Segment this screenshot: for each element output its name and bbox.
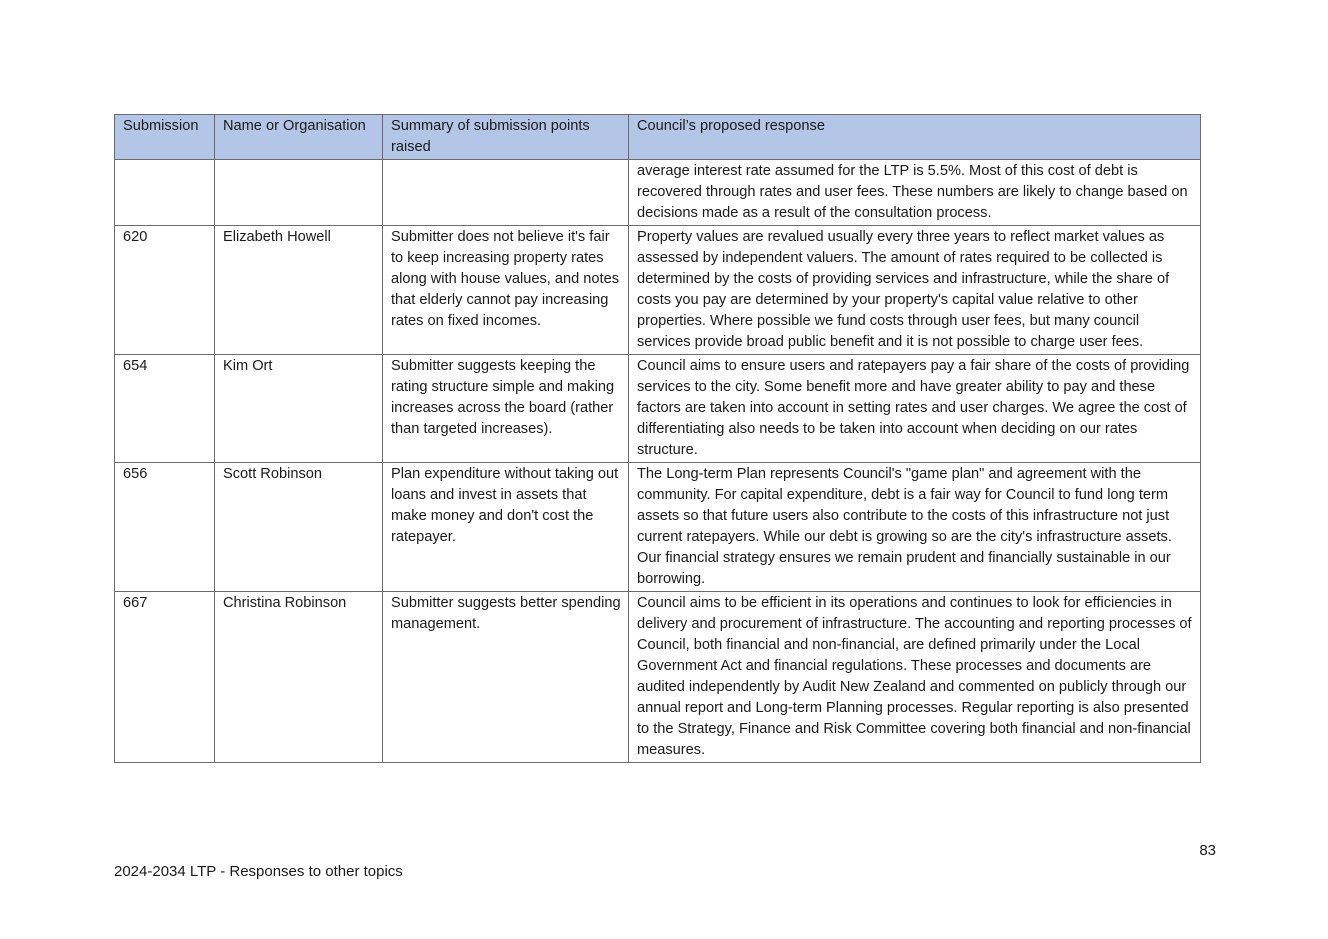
cell-submission: 667 — [115, 592, 215, 763]
cell-name — [215, 160, 383, 226]
table-header-row — [115, 115, 1201, 160]
header-name-or-organisation: Name or Organisation — [215, 115, 383, 160]
cell-summary: Submitter does not believe it's fair to keep increasing property rates along with house values, and notes that elderly cannot pay increasing rates on fixed incomes. — [383, 226, 629, 355]
header-council-response: Council’s proposed response — [629, 115, 1201, 160]
footer-document-title: 2024-2034 LTP - Responses to other topics — [114, 863, 403, 880]
header-submission: Submission — [115, 115, 215, 160]
cell-summary — [383, 160, 629, 226]
table-row — [115, 226, 1201, 355]
page-number: 83 — [1199, 842, 1216, 859]
header-summary: Summary of submission points raised — [383, 115, 629, 160]
table-row — [115, 160, 1201, 226]
cell-response: Property values are revalued usually every three years to reflect market values as assessed by independent valuers. The amount of rates required to be collected is determined by the costs of providing services and infrastructure, while the share of costs you pay are determined by your property's capital value relative to other properties. Where possible we fund costs through user fees, but many council services provide broad public benefit and it is not possible to charge user fees. — [629, 226, 1201, 355]
submissions-table — [114, 114, 1201, 763]
table-row — [115, 592, 1201, 763]
cell-response: Council aims to be efficient in its operations and continues to look for efficiencies in delivery and procurement of infrastructure. The accounting and reporting processes of Council, both financial and non-financial, are defined primarily under the Local Government Act and financial regulations. These processes and documents are audited independently by Audit New Zealand and commented on publicly through our annual report and Long-term Planning processes. Regular reporting is also presented to the Strategy, Finance and Risk Committee covering both financial and non-financial measures. — [629, 592, 1201, 763]
cell-response: The Long-term Plan represents Council's "game plan" and agreement with the community. For capital expenditure, debt is a fair way for Council to fund long term assets so that future users also contribute to the costs of this infrastructure not just current ratepayers. While our debt is growing so are the city's infrastructure assets. Our financial strategy ensures we remain prudent and financially sustainable in our borrowing. — [629, 463, 1201, 592]
cell-name: Scott Robinson — [215, 463, 383, 592]
cell-summary: Submitter suggests keeping the rating structure simple and making increases across the board (rather than targeted increases). — [383, 355, 629, 463]
cell-summary: Submitter suggests better spending management. — [383, 592, 629, 763]
cell-submission — [115, 160, 215, 226]
cell-submission: 656 — [115, 463, 215, 592]
cell-summary: Plan expenditure without taking out loans and invest in assets that make money and don't cost the ratepayer. — [383, 463, 629, 592]
cell-response: average interest rate assumed for the LTP is 5.5%. Most of this cost of debt is recovered through rates and user fees. These numbers are likely to change based on decisions made as a result of the consultation process. — [629, 160, 1201, 226]
cell-response: Council aims to ensure users and ratepayers pay a fair share of the costs of providing services to the city. Some benefit more and have greater ability to pay and these factors are taken into account in setting rates and user charges. We agree the cost of differentiating also needs to be taken into account when deciding on our rates structure. — [629, 355, 1201, 463]
cell-submission: 620 — [115, 226, 215, 355]
cell-submission: 654 — [115, 355, 215, 463]
table-row — [115, 463, 1201, 592]
table-row — [115, 355, 1201, 463]
cell-name: Kim Ort — [215, 355, 383, 463]
cell-name: Christina Robinson — [215, 592, 383, 763]
cell-name: Elizabeth Howell — [215, 226, 383, 355]
